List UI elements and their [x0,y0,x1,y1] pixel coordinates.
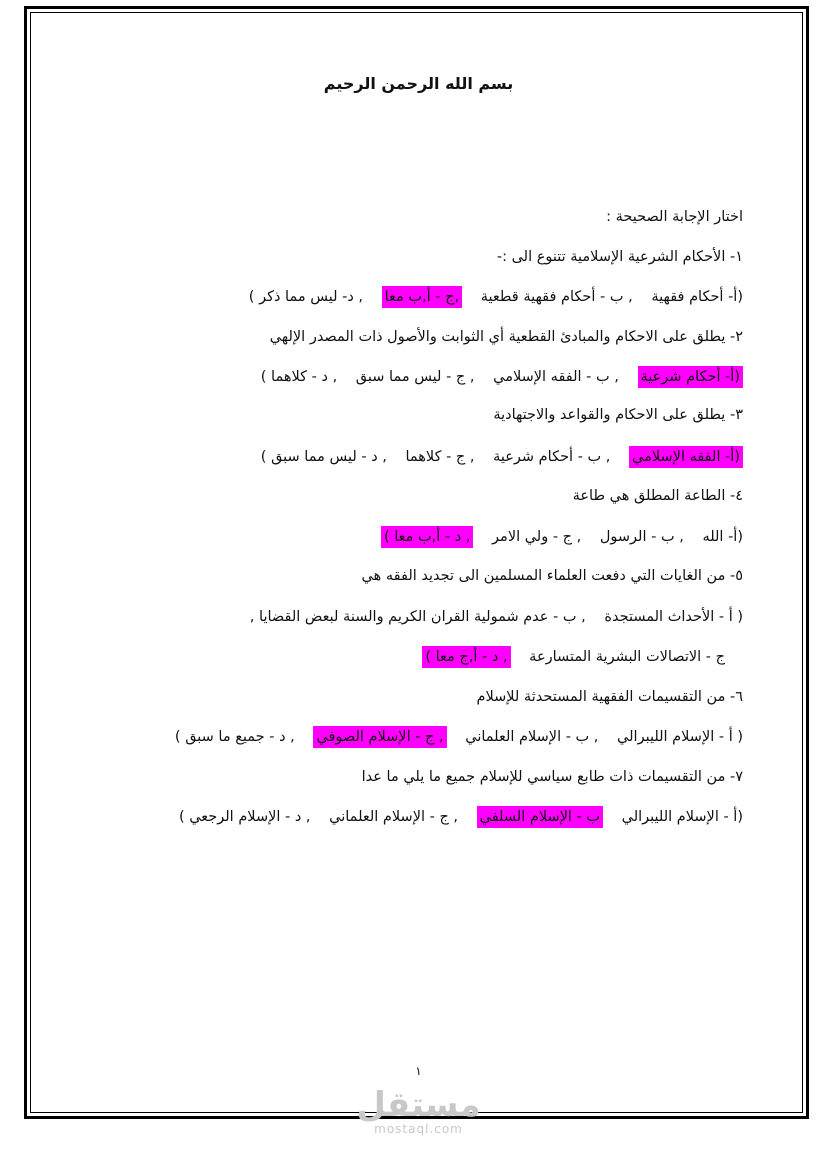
option: (أ- الله [702,529,743,545]
answers-7 [165,806,743,828]
instruction: اختار الإجابة الصحيحة : [606,209,743,225]
question-1: ١- الأحكام الشرعية الإسلامية تتنوع الى :- [496,249,743,265]
option: , ب - الرسول [599,529,684,545]
question-6: ٦- من التقسيمات الفقهية المستحدثة للإسلام [476,689,743,705]
question-4: ٤- الطاعة المطلق هي طاعة [572,488,743,504]
option: , ج - كلاهما [405,449,475,465]
option: , د- ليس مما ذكر ) [248,289,364,305]
option: , ب - أحكام فقهية قطعية [480,289,633,305]
answers-3 [247,446,743,468]
watermark-logo: مستقل [356,1085,481,1125]
option-highlighted: , د - أ,ب معا ) [381,526,473,548]
answers-6 [161,726,743,748]
page-title: بسم الله الرحمن الرحيم [323,74,514,93]
option: , ب - أحكام شرعية [493,449,611,465]
option: , ج - ولي الامر [492,529,582,545]
option: ج - الاتصالات البشرية المتسارعة [529,649,725,665]
option: , ب - عدم شمولية القران الكريم والسنة لبعض القضايا , [249,609,586,625]
answers-2 [247,366,743,388]
option: (أ- أحكام فقهية [651,289,743,305]
option: , د - ليس مما سبق ) [260,449,387,465]
option: , د - جميع ما سبق ) [174,729,295,745]
watermark [0,1085,837,1136]
option: ( أ - الإسلام الليبرالي [617,729,743,745]
question-3: ٣- يطلق على الاحكام والقواعد والاجتهادية [493,407,743,423]
option-highlighted: ب - الإسلام السلفي [477,806,603,828]
watermark-url: mostaql.com [374,1122,463,1136]
option: ( أ - الأحداث المستجدة [604,609,743,625]
option: , د - كلاهما ) [260,369,338,385]
option-highlighted: (أ- الفقه الإسلامي [629,446,743,468]
question-7: ٧- من التقسيمات ذات طابع سياسي للإسلام جميع ما يلي ما عدا [361,769,743,785]
page-number: ١ [415,1064,422,1078]
option-highlighted: , ج - الإسلام الصوفي [313,726,446,748]
option: , ج - الإسلام العلماني [329,809,459,825]
option-highlighted: (أ- أحكام شرعية [638,366,743,388]
option-highlighted: ,ج - أ,ب معا [382,286,463,308]
question-5: ٥- من الغايات التي دفعت العلماء المسلمين الى تجديد الفقه هي [361,568,743,584]
answers-4 [367,526,743,548]
answers-5a [236,606,743,628]
option-highlighted: , د - أ,ج معا ) [422,646,510,668]
option: , ب - الإسلام العلماني [465,729,599,745]
option: , د - الإسلام الرجعي ) [178,809,311,825]
answers-1 [235,286,743,308]
answers-5b [408,646,725,668]
option: (أ - الإسلام الليبرالي [621,809,743,825]
question-2: ٢- يطلق على الاحكام والمبادئ القطعية أي الثوابت والأصول ذات المصدر الإلهي [269,329,743,345]
option: , ب - الفقه الإسلامي [493,369,619,385]
page-border-inner [30,12,803,1113]
option: , ج - ليس مما سبق [355,369,475,385]
